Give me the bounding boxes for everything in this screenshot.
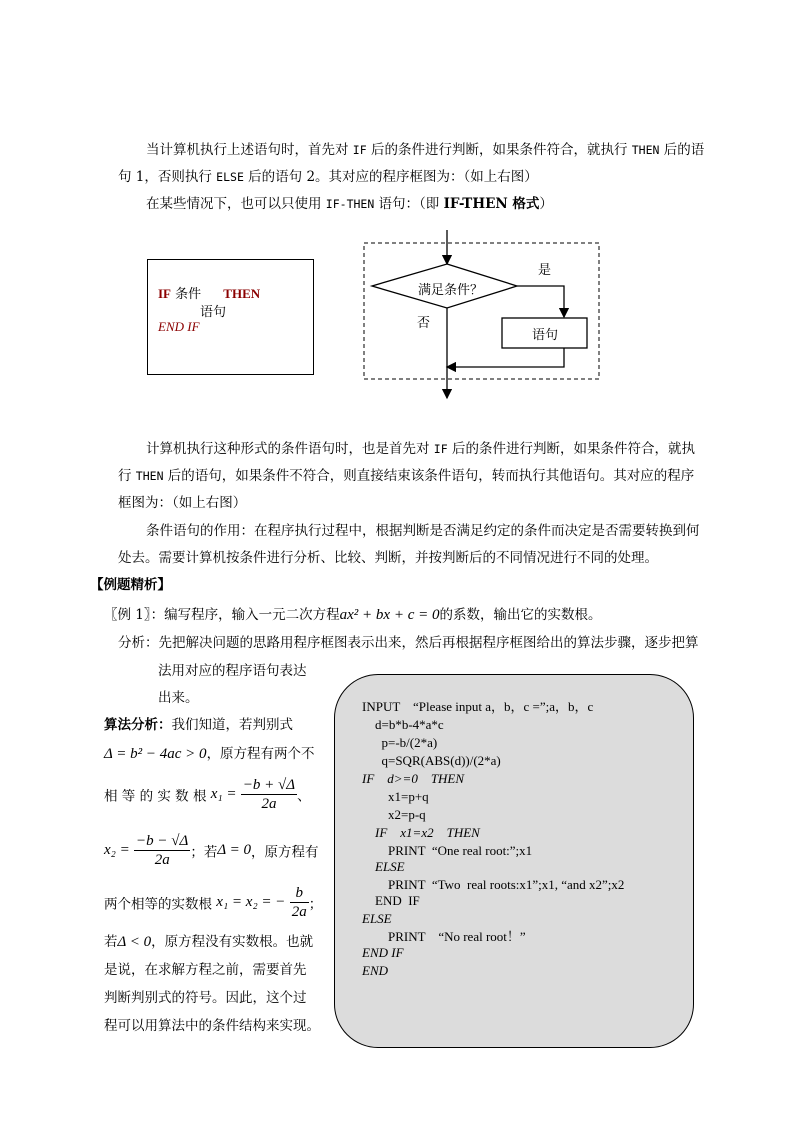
algo-text-3: 相 等 的 实 数 根: [104, 788, 207, 805]
algo-line3: [104, 776, 311, 813]
syntax-stmt: 语句: [200, 305, 227, 320]
para4-line2: 处去。需要计算机按条件进行分析、比较、判断，并按判断后的不同情况进行不同的处理。: [118, 550, 658, 566]
para2-text-c: ）: [539, 196, 553, 212]
flowchart-yes-arrow: [517, 286, 564, 317]
analysis-line3: 出来。: [158, 690, 199, 706]
algo-line2: [104, 741, 315, 768]
para1-line1: [146, 137, 704, 164]
example1-text-a: ：编写程序，输入一元二次方程: [150, 607, 340, 623]
code-line-q: q=SQR(ABS(d))/(2*a): [362, 753, 501, 768]
flowchart: [355, 228, 605, 403]
keyword-then: THEN: [631, 143, 660, 157]
syntax-then: THEN: [223, 286, 261, 301]
example1-text-b: 的系数，输出它的实数根。: [439, 607, 602, 623]
code-line-inner-if: IF x1=x2 THEN: [362, 825, 480, 840]
para1-text-b: 后的条件进行判断，如果条件符合，就执行: [366, 142, 632, 158]
para3-text-d: 后的语句，如果条件不符合，则直接结束该条件语句，转而执行其他语句。其对应的程序: [163, 468, 695, 484]
syntax-endif: END IF: [158, 319, 200, 334]
para3-text-b: 后的条件进行判断，如果条件符合，就执: [447, 441, 695, 457]
para2-line: [146, 191, 553, 218]
code-line-x1: x1=p+q: [362, 789, 429, 804]
para3-text-a: 计算机执行这种形式的条件语句时，也是首先对: [146, 441, 434, 457]
code-line-d: d=b*b-4*a*c: [362, 717, 444, 732]
flowchart-statement-label: 语句: [532, 328, 559, 343]
algo-line1: [104, 712, 293, 739]
algo-line8: 判断判别式的符号。因此，这个过: [104, 990, 307, 1006]
para2-text-a: 在某些情况下，也可以只使用: [146, 196, 326, 212]
algo-line6: [104, 929, 313, 956]
algo-delta-zero: Δ = 0: [217, 842, 251, 858]
keyword-then-2: THEN: [135, 469, 164, 483]
code-line-else: ELSE: [362, 911, 392, 926]
code-line-end: END: [362, 963, 388, 978]
algo-text-4: 、: [297, 788, 311, 805]
para1-line2: [118, 164, 538, 191]
para2-text-b: 语句：（即: [374, 196, 444, 212]
code-line-print-two: PRINT “Two real roots:x1”;x1, “and x2”;x2: [362, 877, 625, 892]
code-line-inner-else: ELSE: [362, 859, 405, 874]
keyword-if: IF: [352, 143, 367, 157]
analysis-line2: 法用对应的程序语句表达: [158, 663, 307, 679]
para3-line2: [118, 463, 694, 490]
para1-text-e: 后的语句 2。其对应的程序框图为：（如上右图）: [243, 169, 538, 185]
example1-line: [104, 602, 601, 629]
algo-delta-def: Δ = b² − 4ac > 0: [104, 746, 207, 762]
flowchart-yes-label: 是: [538, 263, 552, 278]
algo-root1-numerator: −b + √Δ: [242, 777, 296, 793]
algo-text-8: ；: [308, 896, 323, 913]
flowchart-merge-arrow: [447, 348, 564, 367]
keyword-if-2: IF: [433, 442, 448, 456]
algo-root2-numerator: −b − √Δ: [136, 833, 189, 849]
example1-equation: ax² + bx + c = 0: [339, 607, 440, 623]
algo-double-root-numerator: b: [290, 884, 309, 903]
code-line-endif: END IF: [362, 945, 404, 960]
para4-line1: 条件语句的作用：在程序执行过程中，根据判断是否满足约定的条件而决定是否需要转换到何: [146, 523, 700, 539]
algo-root1-fraction: [241, 776, 297, 813]
flowchart-no-label: 否: [417, 316, 431, 331]
para3-line1: [146, 436, 695, 463]
algo-text-9: 若: [104, 934, 118, 950]
syntax-if: IF: [158, 286, 171, 301]
algo-double-root-fraction: [290, 884, 309, 921]
algo-text-1: 我们知道，若判别式: [171, 717, 293, 733]
section-title: 【例题精析】: [90, 577, 171, 593]
algo-root2-fraction: [134, 832, 190, 869]
keyword-if-then: IF-THEN: [325, 197, 375, 211]
algo-text-2: ，原方程有两个不: [206, 746, 315, 762]
algo-line9: 程可以用算法中的条件结构来实现。: [104, 1018, 320, 1034]
code-line-if: IF d>=0 THEN: [362, 771, 465, 786]
code-line-p: p=-b/(2*a): [362, 735, 438, 750]
algo-x1: x₁ =: [210, 786, 237, 802]
code-line-inner-endif: END IF: [362, 893, 420, 908]
code-line-x2: x2=p-q: [362, 807, 426, 822]
algo-text-5: ；若: [190, 844, 218, 861]
algo-x2: x₂ =: [104, 842, 130, 858]
code-line-input: INPUT “Please input a，b，c =”;a，b，c: [362, 699, 594, 714]
keyword-else: ELSE: [216, 170, 244, 184]
algo-root1-denominator: 2a: [261, 796, 277, 812]
algo-line7: 是说，在求解方程之前，需要首先: [104, 962, 307, 978]
algo-text-6: ，原方程有: [250, 844, 319, 861]
analysis-line1: 分析：先把解决问题的思路用程序框图表示出来，然后再根据程序框图给出的算法步骤，逐步把算: [118, 635, 699, 651]
code-line-print-one: PRINT “One real root:”;x1: [362, 843, 533, 858]
algo-line5: [104, 884, 322, 921]
algo-root2-denominator: 2a: [154, 852, 170, 868]
example1-label: 〖例 1〗: [104, 607, 151, 623]
flowchart-condition-label: 满足条件？: [418, 283, 484, 298]
para1-text-d: 句 1，否则执行: [118, 169, 217, 185]
syntax-if-line: [158, 283, 260, 302]
algo-double-root-denominator: 2a: [291, 904, 307, 920]
algo-line4: [104, 832, 318, 869]
para2-bold: IF-THEN 格式: [443, 196, 540, 212]
algo-text-10: ，原方程没有实数根。也就: [151, 934, 314, 950]
para3-text-c: 行: [118, 468, 136, 484]
algo-x1-x2: x₁ = x₂ = −: [216, 894, 286, 910]
syntax-box: [147, 259, 314, 375]
para3-line3: 框图为：（如上右图）: [118, 495, 247, 511]
para1-text-a: 当计算机执行上述语句时，首先对: [146, 142, 353, 158]
algo-delta-neg: Δ < 0: [117, 934, 152, 950]
syntax-cond: 条件: [175, 287, 202, 302]
algo-title: 算法分析：: [104, 717, 172, 733]
code-line-print-none: PRINT “No real root！”: [362, 929, 526, 944]
algo-text-7: 两个相等的实数根: [104, 896, 212, 913]
para1-text-c: 后的语: [659, 142, 705, 158]
